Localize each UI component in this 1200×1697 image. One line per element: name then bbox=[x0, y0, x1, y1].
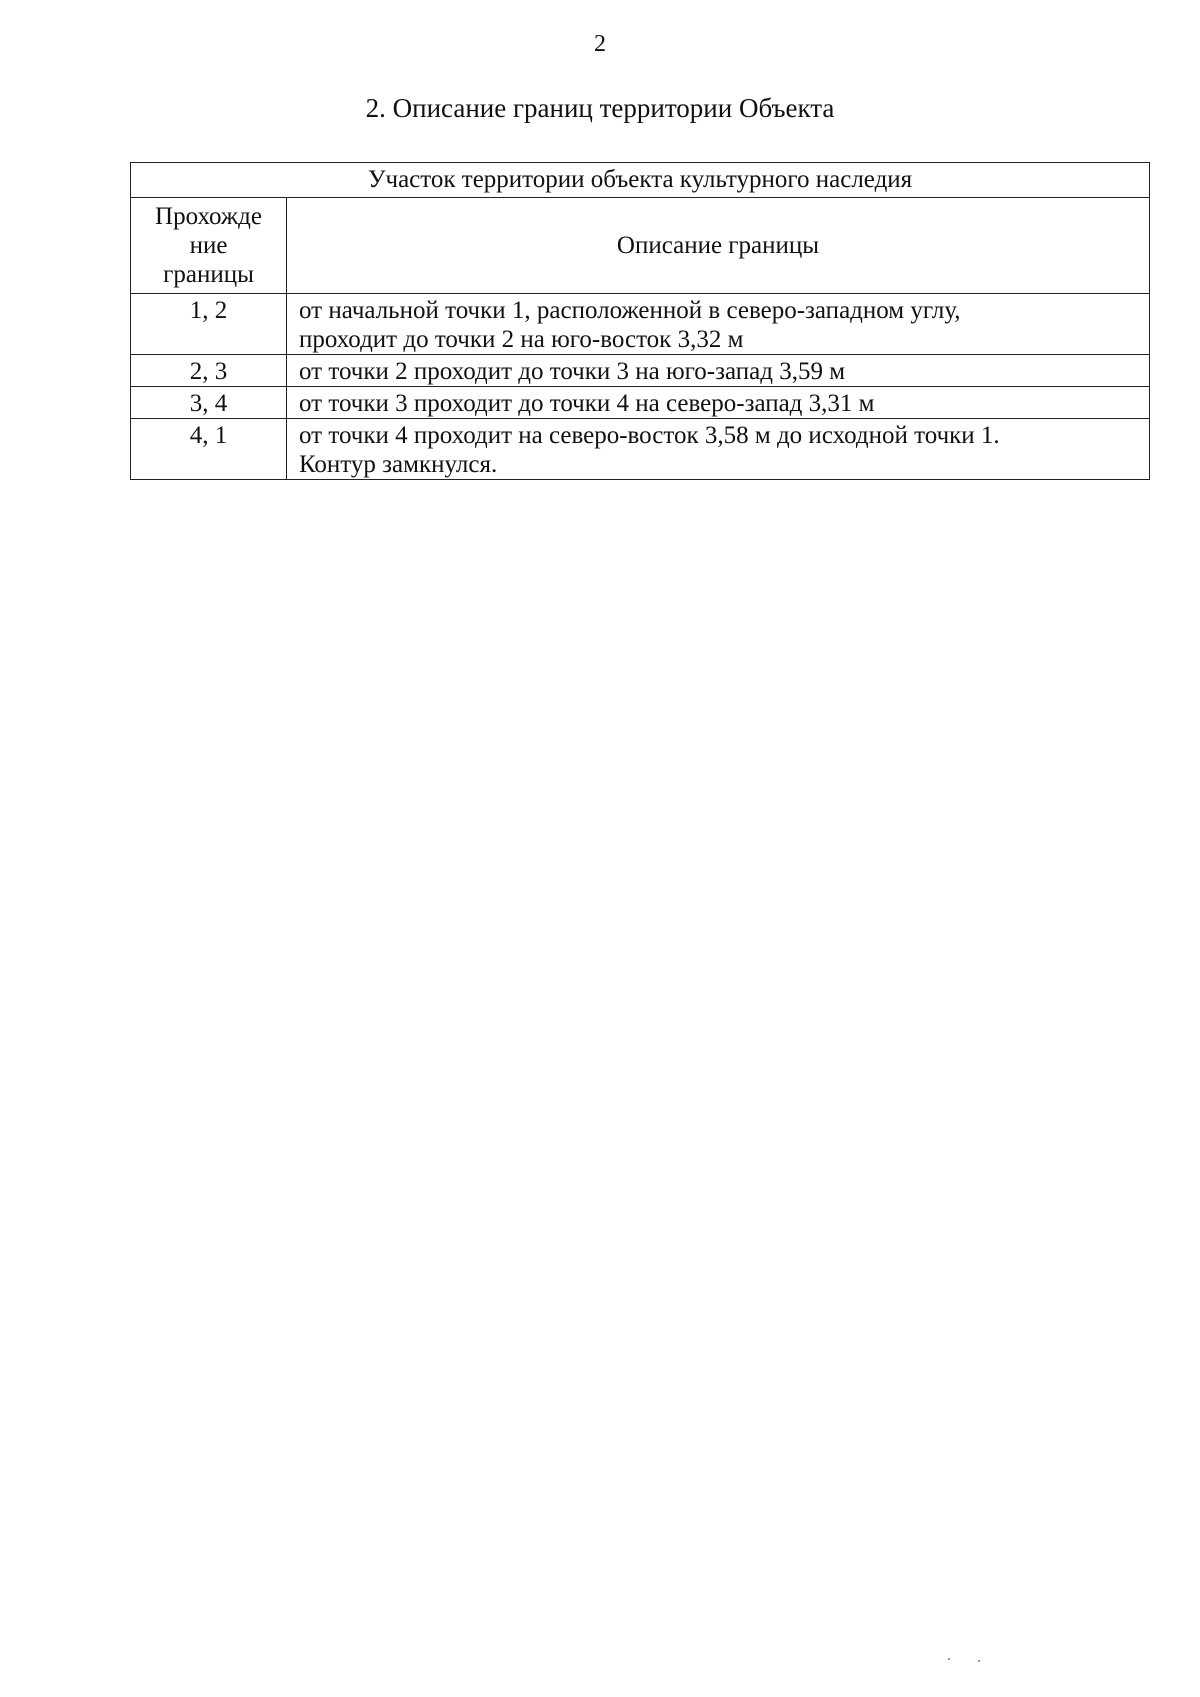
section-title: 2. Описание границ территории Объекта bbox=[365, 93, 835, 123]
row-description bbox=[287, 294, 1150, 355]
table-row bbox=[131, 355, 1150, 387]
description-line: Контур замкнулся. bbox=[299, 451, 498, 478]
description-line: от точки 4 проходит на северо-восток 3,58 м до исходной точки 1. bbox=[299, 422, 1000, 449]
row-description bbox=[287, 387, 1150, 419]
table-header-row bbox=[131, 198, 1150, 294]
row-description bbox=[287, 419, 1150, 480]
boundary-description-table bbox=[130, 162, 1150, 480]
column-header-line: Прохожде bbox=[155, 203, 262, 230]
column-header-line: границы bbox=[163, 261, 254, 288]
page-number: 2 bbox=[594, 31, 606, 57]
description-line: проходит до точки 2 на юго-восток 3,32 м bbox=[299, 326, 744, 353]
description-line: от начальной точки 1, расположенной в северо-западном углу, bbox=[299, 297, 961, 324]
row-points: 1, 2 bbox=[131, 294, 287, 355]
column-header-description: Описание границы bbox=[287, 198, 1150, 294]
column-header-boundary-passage bbox=[131, 198, 287, 294]
table-row bbox=[131, 419, 1150, 480]
row-points: 2, 3 bbox=[131, 355, 287, 387]
column-header-line: ние bbox=[189, 232, 228, 259]
description-line: от точки 3 проходит до точки 4 на северо-запад 3,31 м bbox=[299, 390, 875, 417]
table-caption-row bbox=[131, 163, 1150, 198]
description-line: от точки 2 проходит до точки 3 на юго-запад 3,59 м bbox=[299, 358, 846, 385]
scan-artifact-dots bbox=[948, 1658, 988, 1662]
table-row bbox=[131, 294, 1150, 355]
row-description bbox=[287, 355, 1150, 387]
row-points: 4, 1 bbox=[131, 419, 287, 480]
table-row bbox=[131, 387, 1150, 419]
table-caption: Участок территории объекта культурного наследия bbox=[131, 163, 1150, 198]
row-points: 3, 4 bbox=[131, 387, 287, 419]
